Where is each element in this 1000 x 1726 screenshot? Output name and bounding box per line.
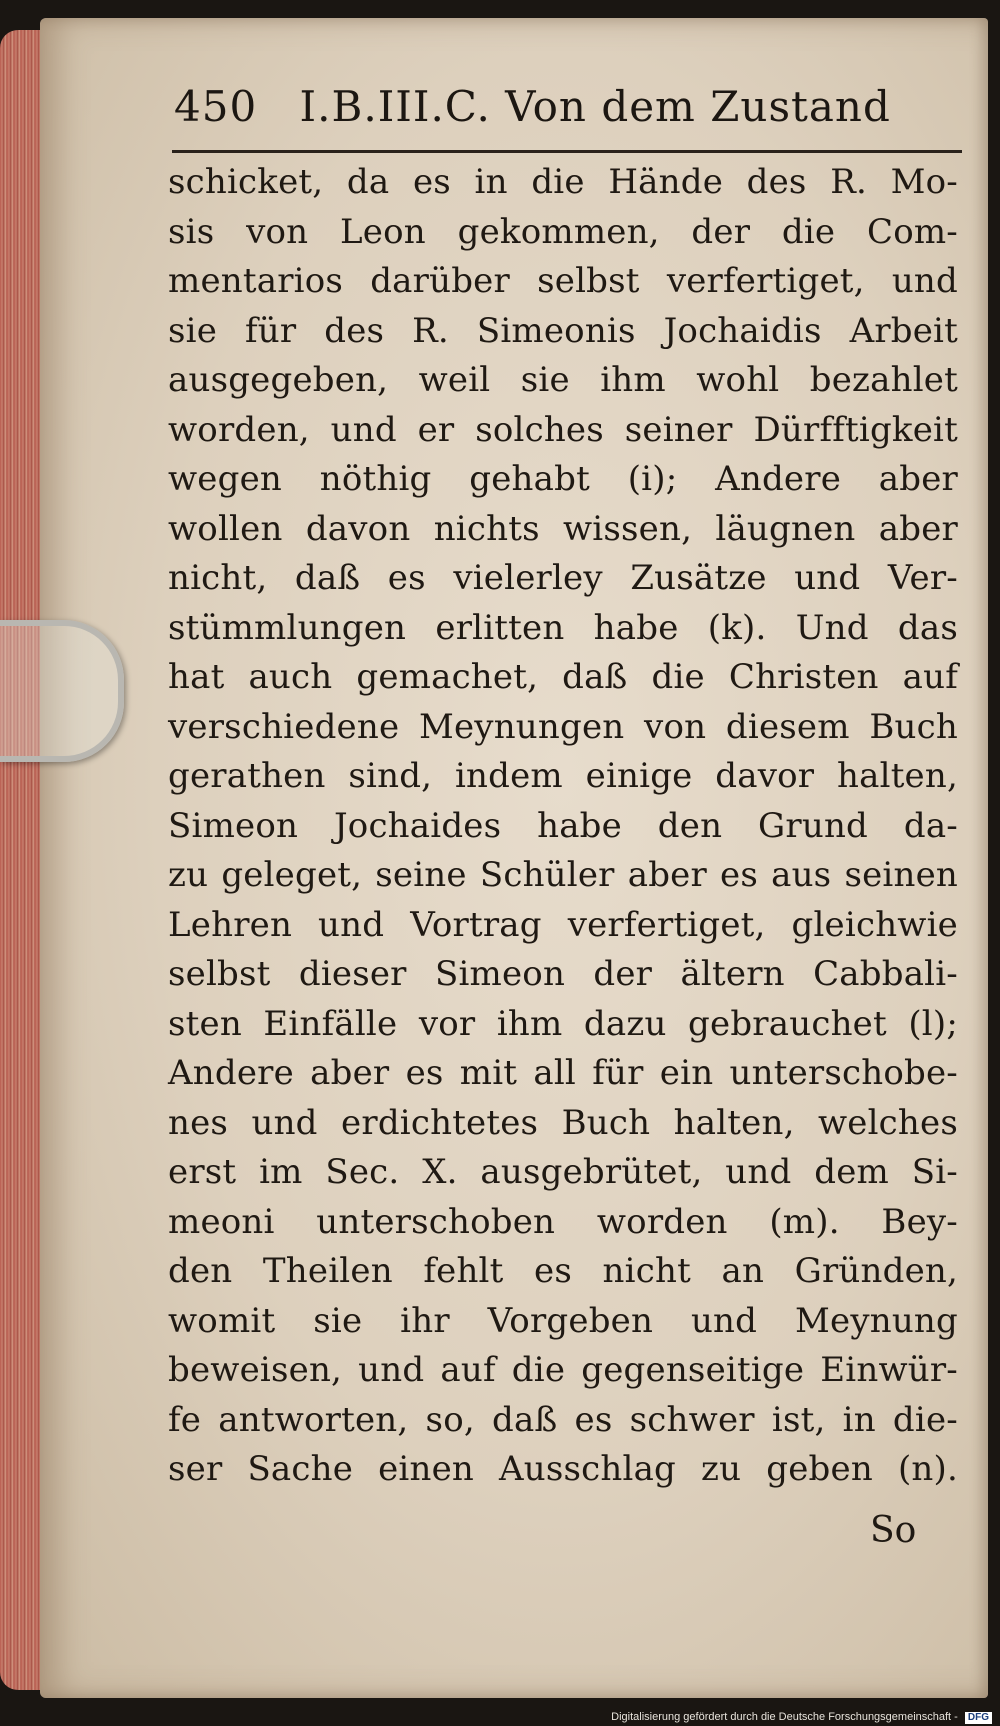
text-line: gerathen sind, indem einige davor halten, [168,756,958,796]
body-text [168,158,958,1495]
text-line: sie für des R. Simeonis Jochaidis Arbeit [168,310,958,351]
text-line: erst im Sec. X. ausgebrütet, und dem Si- [168,1152,958,1192]
text-line: meoni unterschoben worden (m). Bey- [168,1201,958,1242]
page-clip [0,620,124,762]
text-line: selbst dieser Simeon der ältern Cabbali- [168,954,958,994]
text-line: Simeon Jochaides habe den Grund da- [168,805,958,846]
text-line: stümmlungen erlitten habe (k). Und das [168,607,958,648]
text-line: Andere aber es mit all für ein unterschobe- [168,1053,958,1093]
text-line: worden, und er solches seiner Dürfftigkeit [168,409,958,450]
text-line: mentarios darüber selbst verfertiget, und [168,261,958,301]
text-line: hat auch gemachet, daß die Christen auf [168,657,958,697]
text-line: wollen davon nichts wissen, läugnen aber [168,508,958,549]
text-line: fe antworten, so, daß es schwer ist, in die- [168,1399,958,1440]
dfg-logo: DFG [965,1712,992,1724]
running-header [174,82,954,144]
text-line: verschiedene Meynungen von diesem Buch [168,706,958,747]
catchword: So [870,1510,917,1551]
text-line: sis von Leon gekommen, der die Com- [168,211,958,252]
text-line: wegen nöthig gehabt (i); Andere aber [168,459,958,499]
text-line: beweisen, und auf die gegenseitige Einwür- [168,1350,958,1390]
text-line: ser Sache einen Ausschlag zu geben (n). [168,1449,958,1489]
digitization-credit [611,1711,992,1724]
text-line: ausgegeben, weil sie ihm wohl bezahlet [168,360,958,400]
text-line: sten Einfälle vor ihm dazu gebrauchet (l); [168,1003,958,1044]
text-line: zu geleget, seine Schüler aber es aus seinen [168,855,958,895]
text-line: nicht, daß es vielerley Zusätze und Ver- [168,558,958,598]
text-line: den Theilen fehlt es nicht an Gründen, [168,1251,958,1291]
text-line: Lehren und Vortrag verfertiget, gleichwie [168,904,958,945]
text-line: nes und erdichtetes Buch halten, welches [168,1102,958,1143]
credit-text: Digitalisierung gefördert durch die Deutsche Forschungsgemeinschaft - [611,1711,958,1723]
header-rule [172,150,962,153]
text-line: womit sie ihr Vorgeben und Meynung [168,1300,958,1341]
text-line: schicket, da es in die Hände des R. Mo- [168,162,958,202]
running-title: I.B.III.C. Von dem Zustand [299,82,891,131]
page-number: 450 [174,82,258,131]
